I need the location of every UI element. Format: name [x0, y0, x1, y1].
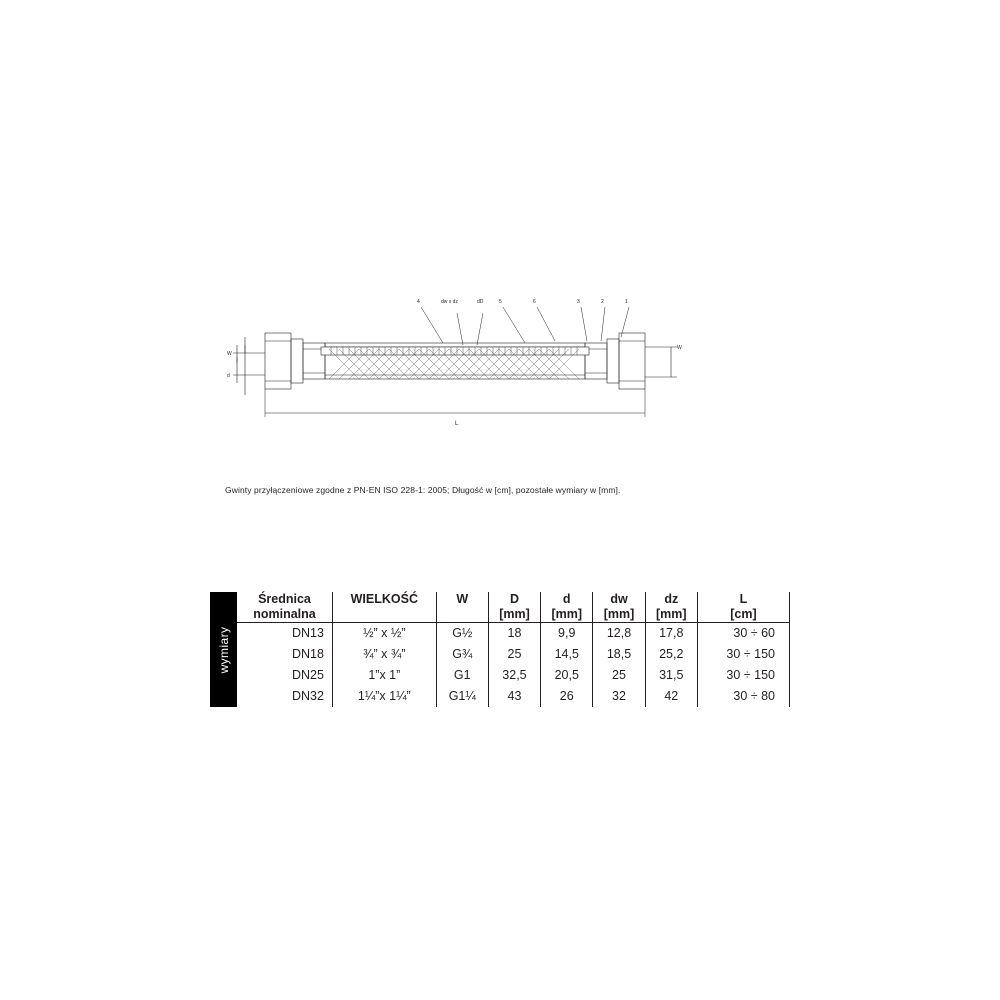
header-d-big-label: D [509, 592, 519, 606]
header-dw-label: dw [610, 592, 628, 606]
header-srednica-line1: Średnica [258, 592, 311, 606]
dim-L: L [455, 421, 459, 427]
table-row [210, 665, 790, 686]
callout-5: 5 [499, 299, 502, 305]
cell-dw: 25 [593, 665, 645, 686]
table-row [210, 644, 790, 665]
cell-d-small: 20,5 [541, 665, 593, 686]
cell-dz: 17,8 [645, 623, 697, 645]
leader-lines [421, 307, 629, 345]
header-l-label: L [739, 592, 748, 606]
header-d-small-label: d [562, 592, 571, 606]
cell-dw: 32 [593, 686, 645, 707]
header-dz-label: dz [664, 592, 679, 606]
cell-size: 1¼”x 1¼” [332, 686, 436, 707]
cell-dw: 12,8 [593, 623, 645, 645]
side-label-cell [210, 592, 237, 707]
cell-l: 30 ÷ 60 [697, 623, 789, 645]
callout-6: 6 [533, 299, 536, 305]
callout-1: 1 [625, 299, 628, 305]
table-header-row [210, 592, 790, 623]
header-d-small [541, 592, 593, 623]
technical-drawing [225, 285, 685, 430]
header-dz [645, 592, 697, 623]
cell-dn: DN13 [291, 626, 324, 640]
cell-w: G½ [436, 623, 488, 645]
header-srednica-line2: nominalna [253, 607, 316, 621]
length-dimension [265, 389, 645, 417]
header-wielkosc [332, 592, 436, 623]
cell-size: 1”x 1” [332, 665, 436, 686]
header-dz-unit: [mm] [655, 607, 687, 621]
cell-size: ¾” x ¾” [332, 644, 436, 665]
header-l-unit: [cm] [730, 607, 757, 621]
cell-d-big: 18 [488, 623, 540, 645]
table-row [210, 686, 790, 707]
header-d-big [488, 592, 540, 623]
cell-dn: DN18 [291, 647, 324, 661]
callout-dwxdz: dw x dz [441, 299, 458, 305]
header-srednica [237, 592, 332, 623]
cell-d-small: 26 [541, 686, 593, 707]
header-dw [593, 592, 645, 623]
dim-d-left: d [227, 373, 230, 379]
header-dw-unit: [mm] [603, 607, 635, 621]
cell-dz: 42 [645, 686, 697, 707]
header-wielkosc-label: WIELKOŚĆ [350, 592, 418, 606]
cell-d-big: 25 [488, 644, 540, 665]
cell-w: G1¼ [436, 686, 488, 707]
cell-dz: 31,5 [645, 665, 697, 686]
table-row [210, 623, 790, 645]
cell-dn: DN25 [291, 668, 324, 682]
cell-dz: 25,2 [645, 644, 697, 665]
dimensions-table [210, 592, 790, 707]
cell-d-big: 43 [488, 686, 540, 707]
dimensions-table-wrapper [210, 592, 790, 707]
cell-l: 30 ÷ 150 [697, 644, 789, 665]
cell-w: G¾ [436, 644, 488, 665]
cell-d-small: 9,9 [541, 623, 593, 645]
callout-3: 3 [577, 299, 580, 305]
header-w [436, 592, 488, 623]
cell-dw: 18,5 [593, 644, 645, 665]
callout-4: 4 [417, 299, 420, 305]
header-d-big-unit: [mm] [499, 607, 530, 621]
cell-d-big: 32,5 [488, 665, 540, 686]
header-w-label: W [456, 592, 469, 606]
header-d-small-unit: [mm] [551, 607, 583, 621]
cell-size: ½” x ½” [332, 623, 436, 645]
drawing-caption: Gwinty przyłączeniowe zgodne z PN-EN ISO 228-1: 2005; Długość w [cm], pozostałe wymiary w [mm]. [225, 485, 621, 495]
cell-l: 30 ÷ 150 [697, 665, 789, 686]
cell-d-small: 14,5 [541, 644, 593, 665]
dim-W-right: W [677, 345, 682, 351]
callout-dD: dD [477, 299, 484, 305]
callout-2: 2 [601, 299, 604, 305]
side-label-text: wymiary [216, 626, 231, 673]
cell-w: G1 [436, 665, 488, 686]
cell-l: 30 ÷ 80 [697, 686, 789, 707]
dim-W-left: W [227, 351, 232, 357]
header-l [697, 592, 789, 623]
hose-drawing-svg [225, 285, 685, 430]
cell-dn: DN32 [291, 689, 324, 703]
